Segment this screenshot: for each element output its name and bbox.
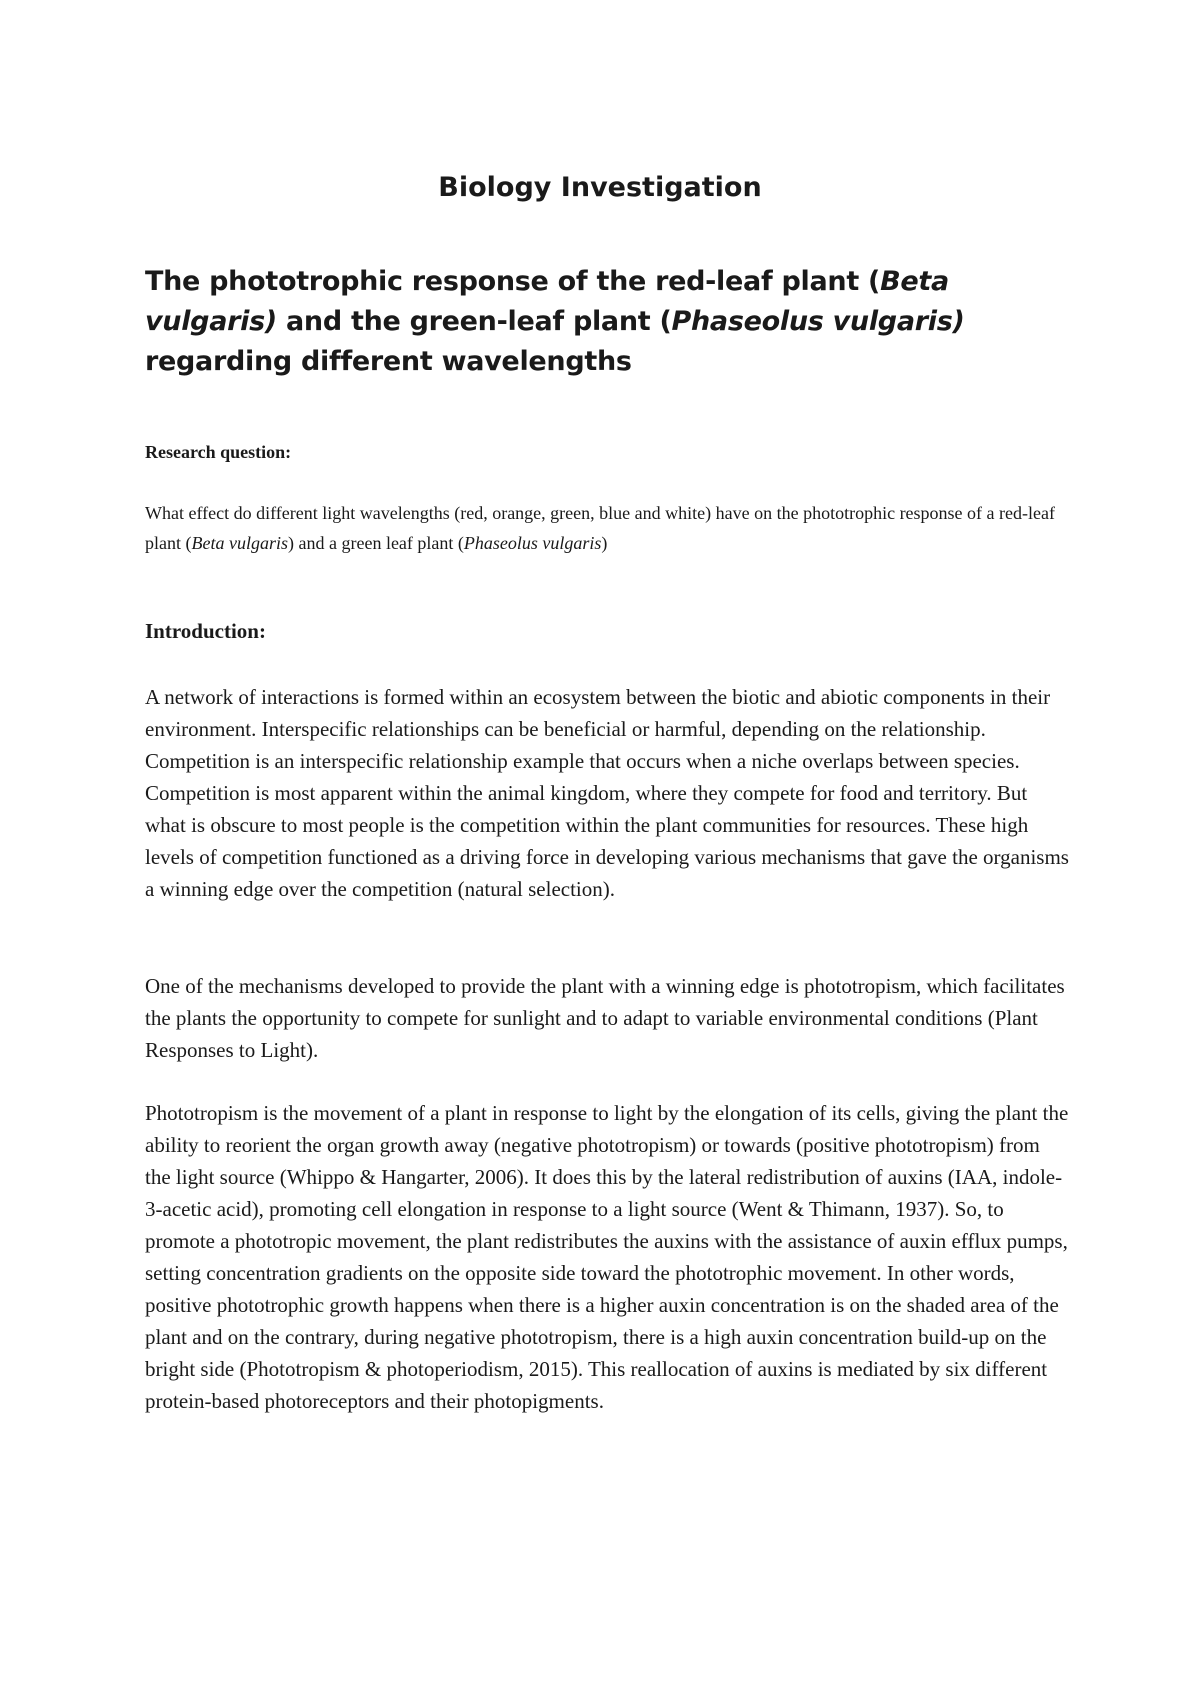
subtitle-text: and the green-leaf plant ( [276, 306, 672, 337]
document-subtitle [145, 262, 1065, 382]
rq-text-segment: What effect do different light wavelengths (red, orange, green, blue and white) have on the phototrophic response of a red-leaf plant ( [145, 503, 1055, 553]
introduction-paragraph-3: Phototropism is the movement of a plant in response to light by the elongation of its cells, giving the plant the ability to reorient the organ growth away (negative phototropism) or towards (positive phototropism) from the light source (Whippo & Hangarter, 2006). It does this by the lateral redistribution of auxins (IAA, indole-3-acetic acid), promoting cell elongation in response to a light source (Went & Thimann, 1937). So, to promote a phototropic movement, the plant redistributes the auxins with the assistance of auxin efflux pumps, setting concentration gradients on the opposite side toward the phototrophic movement. In other words, positive phototrophic growth happens when there is a higher auxin concentration is on the shaded area of the plant and on the contrary, during negative phototropism, there is a high auxin concentration build-up on the bright side (Phototropism & photoperiodism, 2015). This reallocation of auxins is mediated by six different protein-based photoreceptors and their photopigments. [145, 1101, 1069, 1413]
subtitle-species-beta: Beta vulgaris) [145, 266, 949, 337]
rq-text-segment: ) and a green leaf plant ( [288, 533, 464, 553]
research-question-text [145, 498, 1075, 558]
introduction-paragraph-2: One of the mechanisms developed to provide the plant with a winning edge is phototropism, which facilitates the plants the opportunity to compete for sunlight and to adapt to variable environmental conditions (Plant Responses to Light). [145, 974, 1065, 1062]
introduction-heading: Introduction: [145, 619, 266, 643]
introduction-paragraph-1: A network of interactions is formed within an ecosystem between the biotic and abiotic components in their environment. Interspecific relationships can be beneficial or harmful, depending on the relationship. Competition is an interspecific relationship example that occurs when a niche overlaps between species. Competition is most apparent within the animal kingdom, where they compete for food and territory. But what is obscure to most people is the competition within the plant communities for resources. These high levels of competition functioned as a driving force in developing various mechanisms that gave the organisms a winning edge over the competition (natural selection). [145, 685, 1069, 901]
rq-species-beta: Beta vulgaris [191, 533, 288, 553]
research-question-heading: Research question: [145, 442, 292, 462]
subtitle-text: regarding different wavelengths [145, 346, 632, 377]
subtitle-text: The phototrophic response of the red-leaf plant ( [145, 266, 881, 297]
document-title: Biology Investigation [438, 172, 762, 203]
subtitle-species-phaseolus: Phaseolus vulgaris) [671, 306, 965, 337]
rq-species-phaseolus: Phaseolus vulgaris [463, 533, 602, 553]
rq-text-segment: ) [601, 533, 608, 553]
